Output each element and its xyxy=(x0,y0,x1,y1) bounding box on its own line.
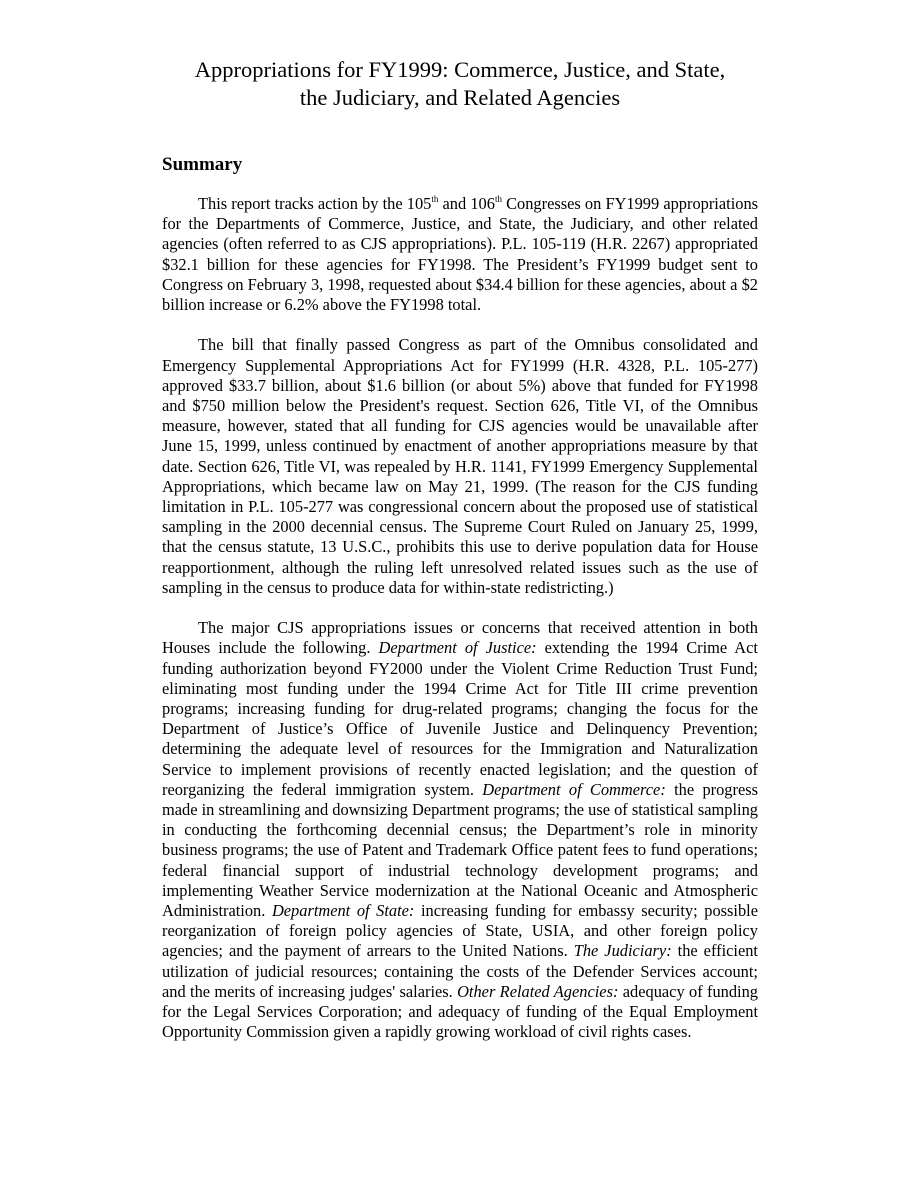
title-line-2: the Judiciary, and Related Agencies xyxy=(299,85,621,110)
other-agencies-text: adequacy of funding for the Legal Services Corporation; and adequacy of funding of the Equal Employment Opportunity Commission given a rapidly growing workload of civil rights cases. xyxy=(162,981,758,1042)
title-line-1: Appropriations for FY1999: Commerce, Justice, and State, xyxy=(194,57,726,82)
justice-label: Department of Justice: xyxy=(378,638,537,658)
p1-ordinal-2: th xyxy=(494,194,502,204)
judiciary-text: the efficient utilization of judicial resources; containing the costs of the Defender Services account; and the merits of increasing judges' salaries. xyxy=(162,941,758,1001)
summary-paragraph-3 xyxy=(162,618,758,1042)
p1-text-a: This report tracks action by the 105 xyxy=(198,194,432,213)
summary-heading: Summary xyxy=(162,154,243,175)
state-label: Department of State: xyxy=(271,901,415,921)
judiciary-label: The Judiciary: xyxy=(573,941,672,961)
document-title xyxy=(142,56,778,112)
p1-ordinal-1: th xyxy=(431,194,439,204)
state-text: increasing funding for embassy security; possible reorganization of foreign policy agencies of State, USIA, and other foreign policy agencies; and the payment of arrears to the United Nations. xyxy=(162,901,758,961)
p3-intro: The major CJS appropriations issues or concerns that received attention in both Houses include the following. xyxy=(162,618,758,658)
summary-paragraph-1 xyxy=(162,194,758,315)
summary-paragraph-2: The bill that finally passed Congress as part of the Omnibus consolidated and Emergency Supplemental Appropriations Act for FY1999 (H.R. 4328, P.L. 105-277) approved $33.7 billion, about $1.6 billion (or about 5%) above that funded for FY1998 and $750 million below the President's request. Section 626, Title VI, of the Omnibus measure, however, stated that all funding for CJS agencies would be unavailable after June 15, 1999, unless continued by enactment of another appropriations measure by that date. Section 626, Title VI, was repealed by H.R. 1141, FY1999 Emergency Supplemental Appropriations, which became law on May 21, 1999. (The reason for the CJS funding limitation in P.L. 105-277 was congressional concern about the proposed use of statistical sampling in the 2000 decennial census. The Supreme Court Ruled on January 25, 1999, that the census statute, 13 U.S.C., prohibits this use to derive population data for House reapportionment, although the ruling left unresolved related issues such as the use of sampling in the census to produce data for within-state redistricting.) xyxy=(162,335,758,597)
other-agencies-label: Other Related Agencies: xyxy=(457,981,619,1001)
document-page xyxy=(162,56,758,1043)
commerce-text: the progress made in streamlining and downsizing Department programs; the use of statistical sampling in conducting the forthcoming decennial census; the Department’s role in minority business programs; the use of Patent and Trademark Office patent fees to fund operations; federal financial support of industrial technology development programs; and implementing Weather Service modernization at the National Oceanic and Atmospheric Administration. xyxy=(162,779,758,921)
p1-text-b: and 106 xyxy=(438,194,495,213)
p1-text-c: Congresses on FY1999 appropriations for the Departments of Commerce, Justice, and State, the Judiciary, and other related agencies (often referred to as CJS appropriations). P.L. 105-119 (H.R. 2267) appropriated $32.1 billion for these agencies for FY1998. The President’s FY1999 budget sent to Congress on February 3, 1998, requested about $34.4 billion for these agencies, about a $2 billion increase or 6.2% above the FY1998 total. xyxy=(162,194,759,315)
justice-text: extending the 1994 Crime Act funding authorization beyond FY2000 under the Violent Crime Reduction Trust Fund; eliminating most funding under the 1994 Crime Act for Title III crime prevention programs; increasing funding for drug-related programs; changing the focus for the Department of Justice’s Office of Juvenile Justice and Delinquency Prevention; determining the adequate level of resources for the Immigration and Naturalization Service to implement provisions of recently enacted legislation; and the question of reorganizing the federal immigration system. xyxy=(162,638,758,799)
commerce-label: Department of Commerce: xyxy=(482,779,666,799)
